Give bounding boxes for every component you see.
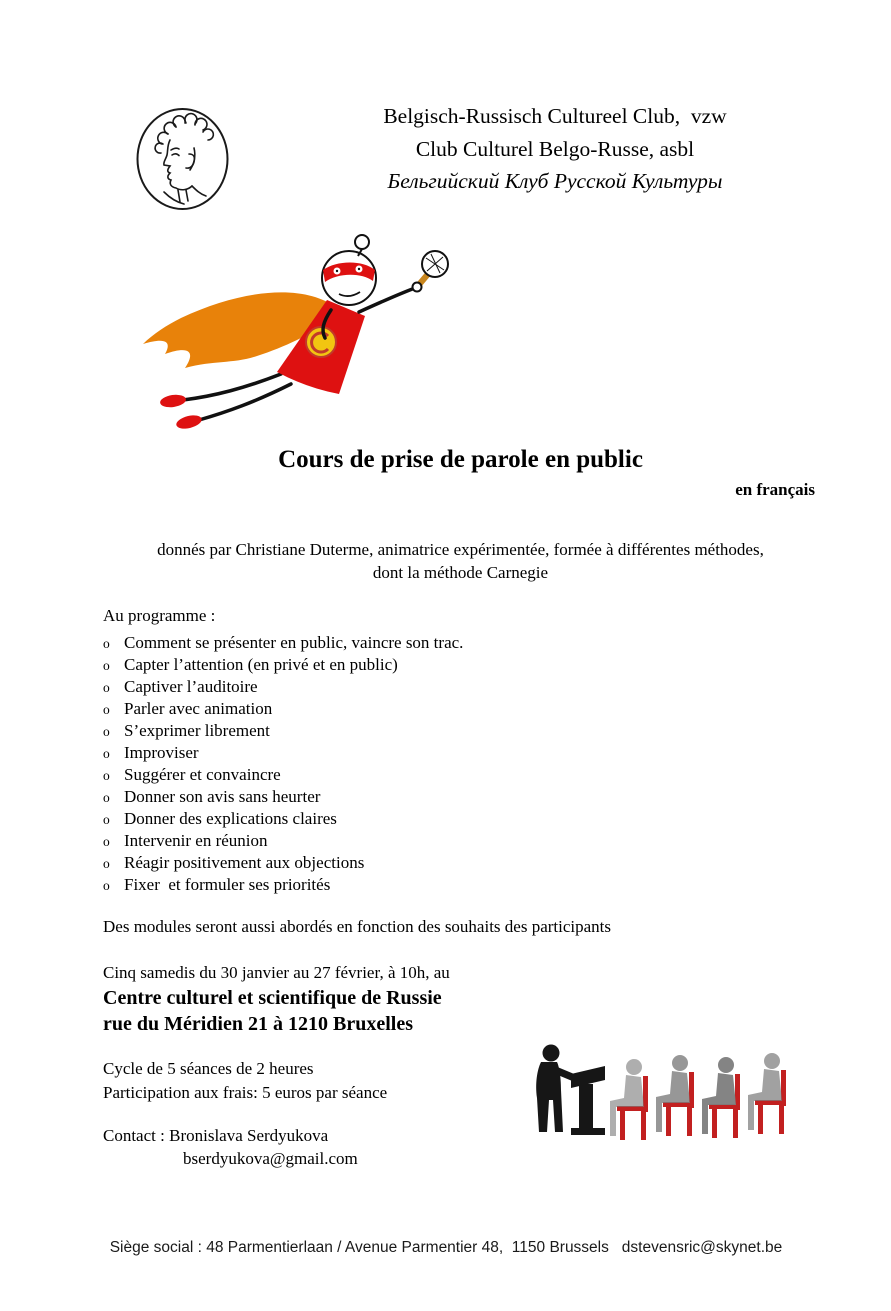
club-logo	[134, 106, 231, 212]
course-title: Cours de prise de parole en public	[278, 446, 643, 473]
program-item	[103, 743, 463, 765]
club-name-dutch: Belgisch-Russisch Cultureel Club, vzw	[383, 104, 727, 128]
program-item	[103, 853, 463, 875]
program-item-text: Fixer et formuler ses priorités	[124, 875, 331, 894]
schedule-block	[103, 960, 450, 1037]
superhero-speaker-illustration	[115, 226, 460, 446]
program-item	[103, 875, 463, 897]
instructor-intro-line1: donnés par Christiane Duterme, animatrice expérimentée, formée à différentes méthodes,	[157, 540, 764, 559]
club-name-russian: Бельгийский Клуб Русской Культуры	[387, 169, 723, 193]
program-item-text: Réagir positivement aux objections	[124, 853, 365, 872]
venue-name: Centre culturel et scientifique de Russie	[103, 987, 442, 1009]
program-item-text: Parler avec animation	[124, 699, 273, 718]
pushkin-portrait-icon	[134, 106, 231, 212]
program-item-text: S’exprimer librement	[124, 721, 270, 740]
superhero-speaker-icon	[115, 226, 460, 446]
cycle-info: Cycle de 5 séances de 2 heures	[103, 1059, 314, 1078]
program-item-text: Donner des explications claires	[124, 809, 337, 828]
circle-bullet-icon: o	[103, 702, 110, 717]
modules-note: Des modules seront aussi abordés en fonction des souhaits des participants	[103, 917, 612, 936]
venue-address: rue du Méridien 21 à 1210 Bruxelles	[103, 1012, 413, 1035]
program-item	[103, 699, 463, 721]
circle-bullet-icon: o	[103, 680, 110, 695]
program-item	[103, 721, 463, 743]
speaker-audience-icon	[527, 1040, 805, 1148]
schedule-dates: Cinq samedis du 30 janvier au 27 février, à 10h, au	[103, 963, 450, 982]
program-item-text: Donner son avis sans heurter	[124, 787, 321, 806]
circle-bullet-icon: o	[103, 856, 110, 871]
program-item-text: Suggérer et convaincre	[124, 765, 281, 784]
program-item-text: Comment se présenter en public, vaincre son trac.	[124, 633, 464, 652]
program-item-text: Improviser	[124, 743, 199, 762]
contact-name: Contact : Bronislava Serdyukova	[103, 1126, 329, 1145]
instructor-intro	[30, 538, 891, 584]
circle-bullet-icon: o	[103, 746, 110, 761]
program-item	[103, 655, 463, 677]
program-item	[103, 633, 463, 655]
circle-bullet-icon: o	[103, 636, 110, 651]
program-item	[103, 831, 463, 853]
contact-block	[103, 1124, 358, 1170]
program-item	[103, 787, 463, 809]
circle-bullet-icon: o	[103, 878, 110, 893]
circle-bullet-icon: o	[103, 812, 110, 827]
circle-bullet-icon: o	[103, 724, 110, 739]
circle-bullet-icon: o	[103, 834, 110, 849]
instructor-intro-line2: dont la méthode Carnegie	[372, 563, 549, 582]
circle-bullet-icon: o	[103, 658, 110, 673]
course-details	[103, 1057, 387, 1105]
club-header	[295, 100, 815, 198]
program-item-text: Captiver l’auditoire	[124, 677, 258, 696]
program-list	[103, 633, 463, 897]
contact-email: bserdyukova@gmail.com	[183, 1149, 358, 1168]
program-item	[103, 809, 463, 831]
program-item	[103, 765, 463, 787]
program-heading: Au programme :	[103, 606, 216, 625]
audience-illustration	[527, 1040, 805, 1148]
footer-address: Siège social : 48 Parmentierlaan / Avenue Parmentier 48, 1150 Brussels dstevensric@skynet.be	[109, 1239, 783, 1256]
club-name-french: Club Culturel Belgo-Russe, asbl	[415, 136, 695, 161]
circle-bullet-icon: o	[103, 790, 110, 805]
program-item-text: Capter l’attention (en privé et en public)	[124, 655, 398, 674]
fee-info: Participation aux frais: 5 euros par séance	[103, 1083, 388, 1102]
program-item	[103, 677, 463, 699]
program-item-text: Intervenir en réunion	[124, 831, 268, 850]
language-note: en français	[735, 480, 815, 499]
circle-bullet-icon: o	[103, 768, 110, 783]
